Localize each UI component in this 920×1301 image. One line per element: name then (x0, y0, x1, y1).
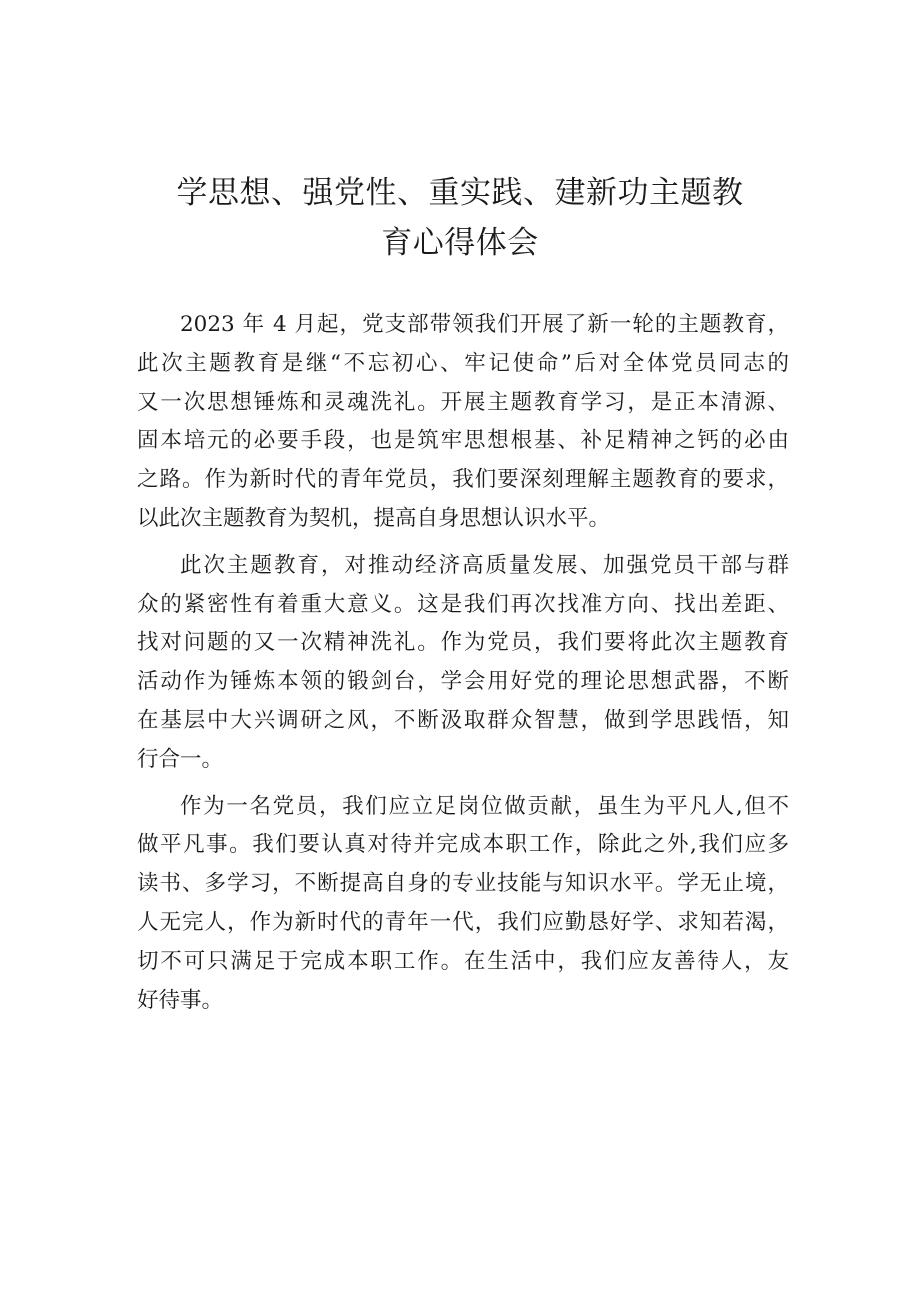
paragraph-line: 在基层中大兴调研之风，不断汲取群众智慧，做到学思践悟，知 (137, 707, 789, 733)
title-line: 学思想、强党性、重实践、建新功主题教 (176, 175, 744, 211)
paragraph-line: 2023 年 4 月起，党支部带领我们开展了新一轮的主题教育， (180, 312, 789, 337)
title-line: 育心得体会 (381, 225, 539, 261)
paragraph-line: 好待事。 (137, 987, 224, 1013)
document-title (140, 168, 780, 268)
paragraph-line: 又一次思想锤炼和灵魂洗礼。开展主题教育学习，是正本清源、 (137, 389, 789, 415)
paragraph-line: 此次主题教育，对推动经济高质量发展、加强党员干部与群 (180, 552, 789, 578)
paragraph-line: 行合一。 (137, 746, 224, 772)
paragraph-line: 切不可只满足于完成本职工作。在生活中，我们应友善待人，友 (137, 948, 789, 974)
paragraph-line: 作为一名党员，我们应立足岗位做贡献，虽生为平凡人,但不 (180, 793, 789, 819)
paragraph-line: 读书、多学习，不断提高自身的专业技能与知识水平。学无止境， (137, 871, 789, 897)
paragraph-line: 人无完人，作为新时代的青年一代，我们应勤恳好学、求知若渴， (137, 909, 789, 935)
paragraph-line: 做平凡事。我们要认真对待并完成本职工作，除此之外,我们应多 (137, 832, 789, 858)
paragraph (137, 306, 789, 539)
paragraph-line: 此次主题教育是继“不忘初心、牢记使命”后对全体党员同志的 (137, 350, 789, 376)
paragraph-line: 以此次主题教育为契机，提高自身思想认识水平。 (137, 505, 611, 531)
paragraph-line: 众的紧密性有着重大意义。这是我们再次找准方向、找出差距、 (137, 591, 789, 617)
paragraph-line: 找对问题的又一次精神洗礼。作为党员，我们要将此次主题教育 (137, 630, 789, 656)
paragraph-line: 活动作为锤炼本领的锻剑台，学会用好党的理论思想武器，不断 (137, 669, 789, 695)
paragraph (137, 547, 789, 780)
document-body (137, 306, 789, 1028)
paragraph (137, 788, 789, 1021)
paragraph-line: 之路。作为新时代的青年党员，我们要深刻理解主题教育的要求， (137, 467, 789, 493)
paragraph-line: 固本培元的必要手段，也是筑牢思想根基、补足精神之钙的必由 (137, 428, 789, 454)
